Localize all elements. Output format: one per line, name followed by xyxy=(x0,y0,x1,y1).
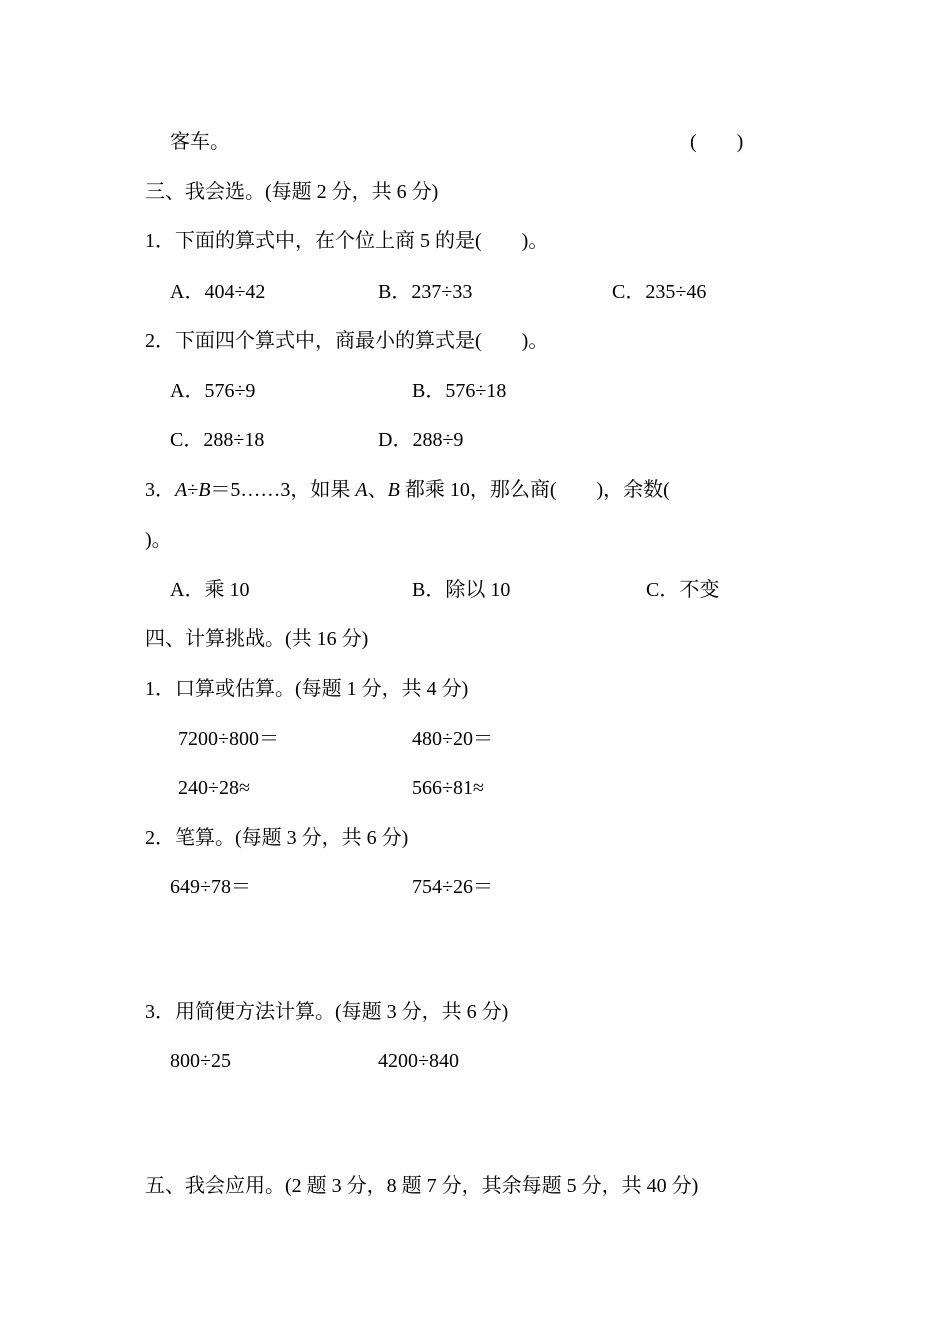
q3-3-text xyxy=(145,478,670,502)
variable-a-2: A xyxy=(355,479,368,501)
section-5-title: 五、我会应用。(2 题 3 分，8 题 7 分，其余每题 5 分，共 40 分) xyxy=(145,1175,699,1197)
q3-3-rest: 都乘 10，那么商( )，余数( xyxy=(399,479,670,501)
q4-2-expr-2: 754÷26＝ xyxy=(412,876,493,898)
q4-1-expr-1: 7200÷800＝ xyxy=(178,728,279,750)
q3-2-option-d: D．288÷9 xyxy=(378,429,464,451)
q3-2-option-b: B．576÷18 xyxy=(412,380,507,402)
continued-line: 客车。 xyxy=(170,131,230,153)
q4-1-title: 1．口算或估算。(每题 1 分，共 4 分) xyxy=(145,678,469,700)
q3-3-separator: 、 xyxy=(367,479,388,501)
q3-2-text: 2．下面四个算式中，商最小的算式是( )。 xyxy=(145,330,549,352)
q3-1-option-c: C．235÷46 xyxy=(612,281,707,303)
q3-2-option-c: C．288÷18 xyxy=(170,429,265,451)
q3-3-option-a: A．乘 10 xyxy=(170,579,250,601)
answer-bracket: ( ) xyxy=(690,131,744,153)
q4-2-expr-1: 649÷78＝ xyxy=(170,876,251,898)
section-4-title: 四、计算挑战。(共 16 分) xyxy=(145,628,369,650)
q4-1-expr-4: 566÷81≈ xyxy=(412,777,484,799)
q4-2-title: 2．笔算。(每题 3 分，共 6 分) xyxy=(145,827,409,849)
q4-3-title: 3．用简便方法计算。(每题 3 分，共 6 分) xyxy=(145,1001,509,1023)
q3-1-option-b: B．237÷33 xyxy=(378,281,473,303)
q3-3-equation: ＝5……3，如果 xyxy=(210,479,356,501)
q4-3-expr-1: 800÷25 xyxy=(170,1050,231,1072)
q4-1-expr-2: 480÷20＝ xyxy=(412,728,493,750)
divide-sign: ÷ xyxy=(187,479,199,501)
variable-a: A xyxy=(175,479,188,501)
q3-3-number: 3． xyxy=(145,479,175,501)
q3-3-text-line2: )。 xyxy=(145,529,172,551)
q3-3-option-b: B．除以 10 xyxy=(412,579,511,601)
q3-3-option-c: C．不变 xyxy=(646,579,720,601)
q3-2-option-a: A．576÷9 xyxy=(170,380,256,402)
q3-1-text: 1．下面的算式中，在个位上商 5 的是( )。 xyxy=(145,230,549,252)
variable-b: B xyxy=(198,479,211,501)
q3-1-option-a: A．404÷42 xyxy=(170,281,266,303)
q4-3-expr-2: 4200÷840 xyxy=(378,1050,459,1072)
section-3-title: 三、我会选。(每题 2 分，共 6 分) xyxy=(145,181,439,203)
variable-b-2: B xyxy=(387,479,400,501)
q4-1-expr-3: 240÷28≈ xyxy=(178,777,250,799)
